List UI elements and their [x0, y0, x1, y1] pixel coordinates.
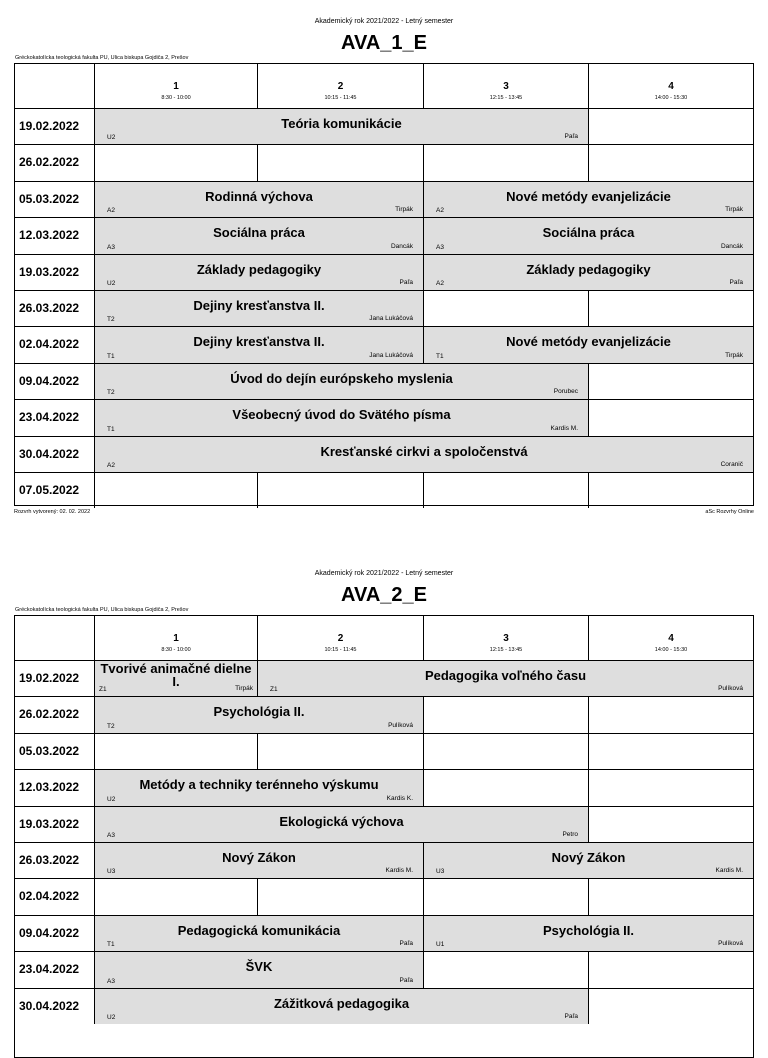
- lesson-subject: Úvod do dejín európskeho myslenia: [230, 370, 453, 386]
- row-date: 09.04.2022: [19, 373, 80, 388]
- row-date: 12.03.2022: [19, 780, 80, 795]
- row-date: 19.02.2022: [19, 119, 80, 133]
- lesson-room: A3: [436, 243, 444, 251]
- lesson-block: [95, 218, 424, 253]
- lesson-room: A3: [107, 831, 115, 839]
- lesson-block: [424, 843, 753, 878]
- lesson-subject: ŠVK: [245, 959, 273, 975]
- lesson-teacher: Dancák: [390, 242, 413, 250]
- lesson-teacher: Kardis M.: [385, 867, 413, 875]
- period-number: 4: [668, 633, 674, 644]
- lesson-teacher: Pulíková: [388, 721, 413, 729]
- period-number: 1: [173, 81, 179, 92]
- row-date: 26.02.2022: [19, 707, 80, 722]
- lesson-block: [95, 109, 589, 144]
- column-divider: [423, 878, 424, 914]
- lesson-subject: Všeobecný úvod do Svätého písma: [232, 407, 451, 423]
- lesson-subject: Dejiny kresťanstva II.: [193, 298, 325, 313]
- faculty-address: Gréckokatolícka teologická fakulta PU, Ulica biskupa Gojdiča 2, Prešov: [15, 607, 189, 613]
- lesson-block: [95, 437, 753, 472]
- row-divider: [15, 472, 753, 473]
- row-divider: [15, 878, 753, 879]
- lesson-block: [95, 661, 258, 696]
- column-divider: [588, 472, 589, 508]
- row-date: 02.04.2022: [19, 889, 80, 904]
- lesson-block: [95, 364, 589, 399]
- lesson-room: U3: [107, 868, 116, 876]
- row-date: 07.05.2022: [19, 483, 80, 497]
- period-header: [589, 64, 753, 108]
- lesson-room: A2: [107, 461, 115, 469]
- period-time: 12:15 - 13:45: [489, 647, 523, 653]
- lesson-teacher: Tirpák: [235, 685, 253, 693]
- period-time: 8:30 - 10:00: [161, 647, 191, 653]
- row-date: 19.03.2022: [19, 264, 80, 279]
- column-divider: [588, 878, 589, 914]
- column-divider: [588, 769, 589, 805]
- column-divider: [588, 733, 589, 769]
- column-divider: [257, 733, 258, 769]
- schedule-title: AVA_2_E: [341, 584, 427, 606]
- academic-year: Akademický rok 2021/2022 - Letný semester: [314, 570, 454, 577]
- timetable-grid: [14, 615, 754, 1058]
- column-divider: [423, 472, 424, 508]
- lesson-subject: Nové metódy evanjelizácie: [506, 188, 671, 204]
- lesson-subject: Nový Zákon: [551, 850, 626, 865]
- lesson-teacher: Porubec: [553, 388, 578, 396]
- lesson-teacher: Paľa: [729, 278, 743, 286]
- lesson-teacher: Tirpák: [725, 206, 743, 214]
- lesson-subject: Pedagogika voľného času: [424, 668, 587, 683]
- lesson-block: [258, 661, 753, 696]
- column-divider: [588, 144, 589, 180]
- lesson-subject: Kresťanské cirkvi a spoločenstvá: [320, 443, 528, 459]
- lesson-block: [95, 327, 424, 362]
- row-date: 12.03.2022: [19, 228, 80, 243]
- lesson-block: [95, 843, 424, 878]
- lesson-subject: Rodinná výchova: [205, 188, 313, 204]
- lesson-block: [95, 770, 424, 805]
- schedule-title: AVA_1_E: [341, 32, 427, 54]
- lesson-teacher: Tirpák: [725, 351, 743, 359]
- academic-year: Akademický rok 2021/2022 - Letný semester: [314, 18, 454, 25]
- period-header: [258, 64, 424, 108]
- period-time: 14:00 - 15:30: [654, 647, 688, 653]
- lesson-teacher: Pulíková: [718, 940, 743, 948]
- row-date: 26.02.2022: [19, 155, 80, 170]
- lesson-subject: Nový Zákon: [222, 850, 296, 865]
- lesson-room: T2: [107, 389, 115, 397]
- period-number: 3: [503, 81, 509, 92]
- row-date: 26.03.2022: [19, 853, 80, 867]
- lesson-subject: Metódy a techniky terénneho výskumu: [139, 777, 379, 793]
- lesson-block: [95, 807, 589, 842]
- row-date: 30.04.2022: [19, 998, 80, 1013]
- column-divider: [588, 951, 589, 987]
- lesson-room: A3: [107, 243, 115, 251]
- lesson-teacher: Coranič: [720, 460, 743, 468]
- lesson-subject: Nové metódy evanjelizácie: [506, 334, 671, 350]
- lesson-room: Z1: [99, 686, 107, 694]
- column-divider: [423, 144, 424, 180]
- lesson-teacher: Paľa: [564, 1012, 578, 1020]
- row-date: 26.03.2022: [19, 301, 80, 315]
- lesson-room: T2: [107, 722, 115, 730]
- lesson-subject: Teória komunikácie: [281, 116, 402, 131]
- period-number: 4: [668, 81, 674, 92]
- row-date: 30.04.2022: [19, 446, 80, 461]
- column-divider: [588, 696, 589, 732]
- lesson-room: A3: [107, 977, 115, 985]
- lesson-teacher: Jana Lukáčová: [369, 315, 413, 323]
- lesson-block: [95, 916, 424, 951]
- column-divider: [257, 472, 258, 508]
- column-divider: [257, 878, 258, 914]
- lesson-block: [424, 916, 753, 951]
- lesson-subject: Psychológia II.: [542, 922, 635, 938]
- lesson-room: U2: [107, 1013, 116, 1021]
- lesson-subject: Ekologická výchova: [279, 813, 404, 829]
- row-date: 23.04.2022: [19, 410, 80, 425]
- lesson-room: U3: [436, 868, 445, 876]
- header-corner: [15, 616, 95, 660]
- period-header: [424, 64, 589, 108]
- period-header: [95, 64, 258, 108]
- lesson-teacher: Paľa: [399, 976, 413, 984]
- period-time: 10:15 - 11:45: [324, 95, 357, 101]
- lesson-block: [424, 327, 753, 362]
- lesson-room: T1: [107, 425, 115, 433]
- lesson-room: A2: [107, 207, 115, 215]
- lesson-room: Z1: [270, 686, 278, 694]
- timetable-grid: [14, 63, 754, 506]
- column-divider: [423, 733, 424, 769]
- lesson-teacher: Dancák: [720, 242, 743, 250]
- period-time: 10:15 - 11:45: [324, 647, 357, 653]
- period-header: [95, 616, 258, 660]
- lesson-subject: Sociálna práca: [213, 225, 305, 241]
- lesson-subject: Sociálna práca: [542, 225, 635, 241]
- lesson-subject: Dejiny kresťanstva II.: [193, 334, 325, 350]
- lesson-block: [424, 218, 753, 253]
- lesson-room: U2: [107, 279, 116, 287]
- lesson-teacher: Jana Lukáčová: [369, 351, 413, 359]
- period-header: [258, 616, 424, 660]
- lesson-teacher: Kardis K.: [386, 794, 413, 802]
- lesson-subject: Pedagogická komunikácia: [177, 922, 341, 938]
- row-date: 05.03.2022: [19, 743, 80, 758]
- lesson-teacher: Paľa: [564, 133, 578, 141]
- lesson-teacher: Tirpák: [395, 206, 413, 214]
- lesson-block: [95, 255, 424, 290]
- row-divider: [15, 733, 753, 734]
- lesson-teacher: Paľa: [399, 278, 413, 286]
- lesson-subject: Základy pedagogiky: [526, 261, 651, 277]
- period-number: 3: [503, 633, 509, 644]
- row-date: 19.02.2022: [19, 671, 80, 685]
- lesson-teacher: Pulíková: [718, 685, 743, 693]
- lesson-block: [424, 255, 753, 290]
- lesson-block: [95, 400, 589, 435]
- lesson-subject: Základy pedagogiky: [196, 261, 322, 277]
- lesson-teacher: Kardis M.: [715, 867, 743, 875]
- row-date: 23.04.2022: [19, 962, 80, 977]
- lesson-block: [95, 291, 424, 326]
- period-number: 1: [173, 633, 179, 644]
- lesson-block: [95, 989, 589, 1024]
- row-divider: [15, 144, 753, 145]
- lesson-teacher: Paľa: [399, 940, 413, 948]
- lesson-room: T1: [436, 352, 444, 360]
- period-header: [424, 616, 589, 660]
- lesson-block: [95, 182, 424, 217]
- period-header: [589, 616, 753, 660]
- footer-created: Rozvrh vytvorený: 02. 02. 2022: [14, 509, 91, 515]
- lesson-block: [95, 952, 424, 987]
- period-time: 12:15 - 13:45: [489, 95, 523, 101]
- lesson-subject: Psychológia II.: [213, 704, 305, 720]
- column-divider: [588, 290, 589, 326]
- lesson-subject: Tvorivé animačné dielne I.: [100, 661, 252, 689]
- row-date: 09.04.2022: [19, 925, 80, 940]
- lesson-room: T1: [107, 352, 115, 360]
- lesson-teacher: Petro: [562, 830, 578, 838]
- row-date: 02.04.2022: [19, 337, 80, 352]
- lesson-room: T1: [107, 941, 115, 949]
- period-number: 2: [337, 633, 344, 644]
- row-date: 19.03.2022: [19, 816, 80, 831]
- lesson-room: U2: [107, 795, 116, 803]
- header-corner: [15, 64, 95, 108]
- column-divider: [257, 144, 258, 180]
- lesson-room: U2: [107, 134, 116, 142]
- faculty-address: Gréckokatolícka teologická fakulta PU, Ulica biskupa Gojdiča 2, Prešov: [15, 55, 189, 61]
- lesson-room: A2: [436, 207, 444, 215]
- lesson-room: U1: [436, 941, 445, 949]
- lesson-block: [424, 182, 753, 217]
- lesson-subject: Zážitková pedagogika: [273, 995, 410, 1011]
- period-time: 14:00 - 15:30: [654, 95, 688, 101]
- period-number: 2: [337, 81, 344, 92]
- lesson-room: T2: [107, 316, 115, 324]
- lesson-block: [95, 697, 424, 732]
- period-time: 8:30 - 10:00: [161, 95, 191, 101]
- row-date: 05.03.2022: [19, 191, 80, 206]
- lesson-room: A2: [436, 279, 444, 287]
- footer-brand: aSc Rozvrhy Online: [705, 509, 754, 515]
- lesson-teacher: Kardis M.: [550, 424, 578, 432]
